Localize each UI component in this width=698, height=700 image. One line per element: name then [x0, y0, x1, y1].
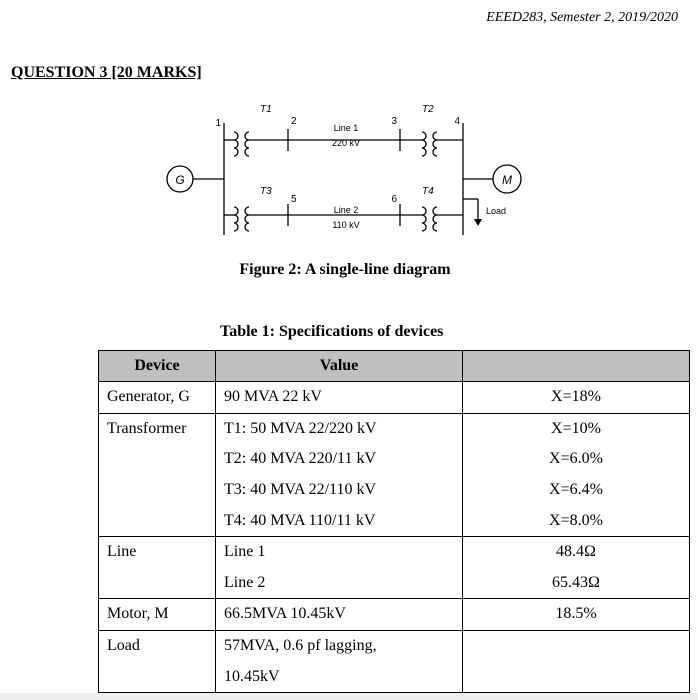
cell-value: T4: 40 MVA 110/11 kV: [216, 505, 463, 536]
bottom-edge: [0, 693, 698, 700]
cell-device: [99, 444, 216, 475]
cell-param: [463, 630, 690, 661]
table-header-row: [99, 351, 690, 382]
cell-device: Transformer: [99, 413, 216, 444]
cell-device: [99, 475, 216, 506]
transformer-t4-label: T4: [422, 186, 434, 197]
header-device: Device: [99, 351, 216, 382]
cell-value: T2: 40 MVA 220/11 kV: [216, 444, 463, 475]
bus-1-label: 1: [215, 118, 221, 129]
transformer-t2-label: T2: [422, 104, 434, 115]
header-value: Value: [216, 351, 463, 382]
table-row: [99, 382, 690, 414]
bus-2-label: 2: [291, 116, 297, 127]
table-body: [99, 382, 690, 693]
line-2-voltage: 110 kV: [332, 220, 360, 230]
transformer-t3-label: T3: [260, 186, 272, 197]
cell-param: X=8.0%: [463, 505, 690, 536]
cell-device: Motor, M: [99, 599, 216, 631]
cell-param: X=10%: [463, 413, 690, 444]
cell-device: [99, 505, 216, 536]
line-1-name: Line 1: [333, 123, 359, 133]
cell-param: 48.4Ω: [463, 536, 690, 567]
cell-param: X=6.4%: [463, 475, 690, 506]
course-header: EEED283, Semester 2, 2019/2020: [486, 10, 678, 25]
generator-label: G: [175, 173, 185, 187]
table-row: [99, 475, 690, 506]
single-line-diagram: [0, 95, 698, 245]
cell-param: 65.43Ω: [463, 568, 690, 599]
figure-caption: [0, 261, 698, 279]
figure-caption-text: Figure 2: A single-line diagram: [239, 261, 451, 278]
line-2-name: Line 2: [333, 205, 359, 215]
transformer-t3-symbol: [234, 207, 238, 231]
transformer-t1-label: T1: [260, 104, 272, 115]
cell-param: 18.5%: [463, 599, 690, 631]
transformer-t1-symbol: [234, 132, 238, 156]
header-param: [463, 351, 690, 382]
table-row: [99, 444, 690, 475]
cell-device: Generator, G: [99, 382, 216, 414]
table-row: [99, 505, 690, 536]
cell-device: [99, 568, 216, 599]
cell-param: X=18%: [463, 382, 690, 414]
cell-value: 90 MVA 22 kV: [216, 382, 463, 414]
line-1-voltage: 220 kV: [331, 138, 361, 148]
cell-device: [99, 661, 216, 692]
specifications-table: [98, 350, 690, 693]
motor-label: M: [502, 173, 512, 187]
transformer-t2-symbol: [422, 132, 426, 156]
bus-3-label: 3: [391, 116, 397, 127]
table-row: [99, 630, 690, 661]
cell-value: T1: 50 MVA 22/220 kV: [216, 413, 463, 444]
cell-value: T3: 40 MVA 22/110 kV: [216, 475, 463, 506]
cell-value: 10.45kV: [216, 661, 463, 692]
table-row: [99, 599, 690, 631]
bus-5-label: 5: [291, 194, 297, 205]
cell-param: [463, 661, 690, 692]
cell-device: Load: [99, 630, 216, 661]
table-row: [99, 536, 690, 567]
cell-device: Line: [99, 536, 216, 567]
table-caption: Table 1: Specifications of devices: [220, 323, 444, 340]
cell-value: 66.5MVA 10.45kV: [216, 599, 463, 631]
cell-value: Line 1: [216, 536, 463, 567]
transformer-t4-symbol: [422, 207, 426, 231]
question-title: QUESTION 3 [20 MARKS]: [11, 64, 202, 81]
table-row: [99, 661, 690, 692]
cell-value: Line 2: [216, 568, 463, 599]
table-row: [99, 413, 690, 444]
table-row: [99, 568, 690, 599]
load-label: Load: [486, 206, 507, 216]
cell-param: X=6.0%: [463, 444, 690, 475]
bus-4-label: 4: [454, 116, 460, 127]
bus-6-label: 6: [391, 194, 397, 205]
cell-value: 57MVA, 0.6 pf lagging,: [216, 630, 463, 661]
